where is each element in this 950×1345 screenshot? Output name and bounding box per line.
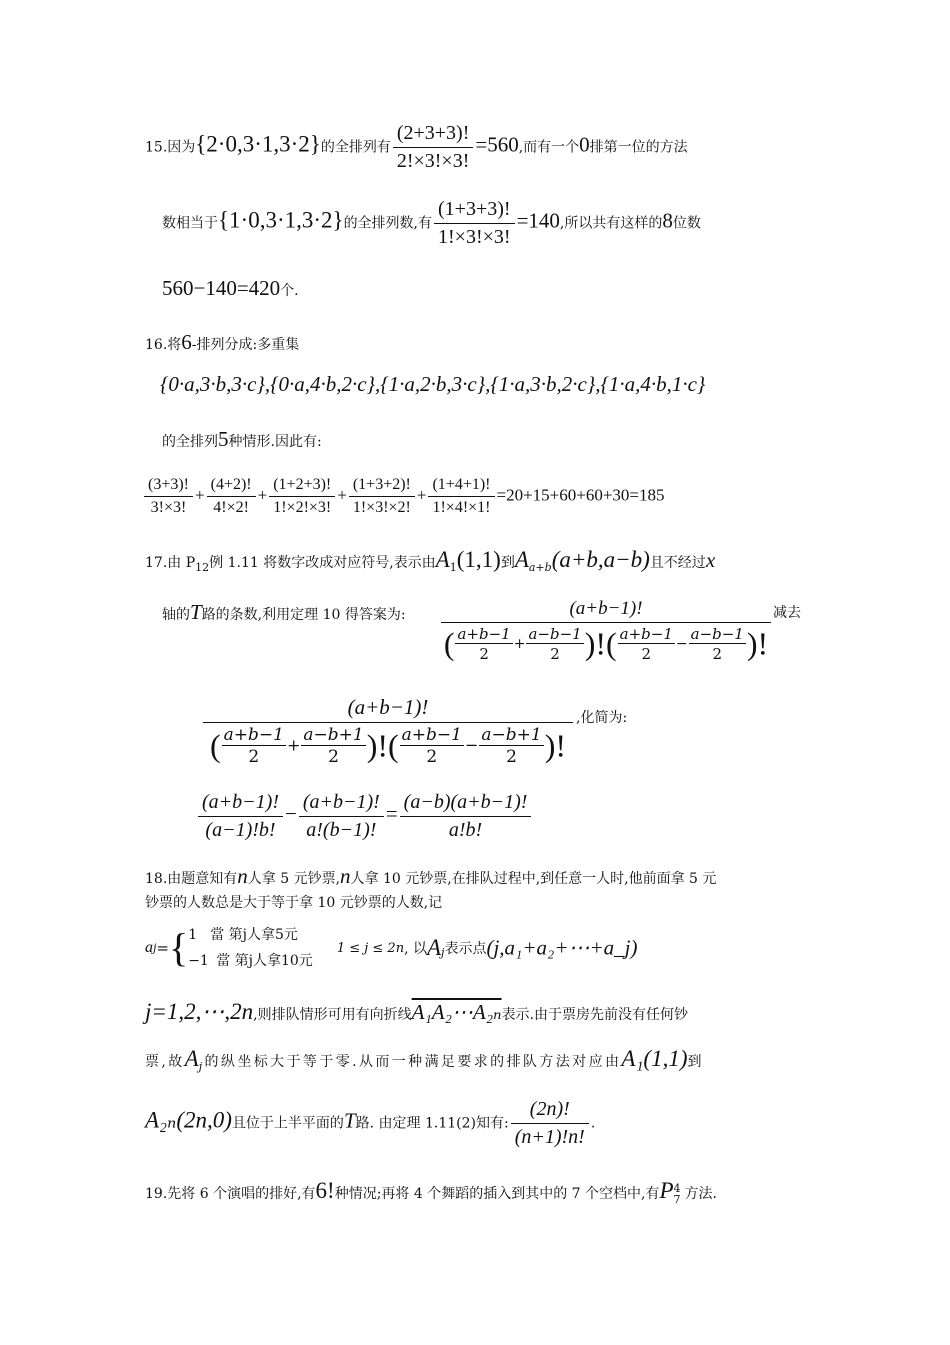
p18-text2: 人拿 10 元钞票,在排队过程中,到任意一人时,他前面拿 5 元: [350, 871, 717, 887]
p15-text4: 数相当于: [162, 215, 218, 232]
p17-text5: ,化简为:: [576, 710, 628, 726]
minus-sign: −: [284, 801, 297, 826]
fraction-denominator: 1!×3!×3!: [438, 226, 511, 248]
p17-text3: 轴的: [162, 607, 190, 623]
p18-text: 人拿 5 元钞票,: [247, 871, 341, 887]
plus-sign: +: [416, 485, 427, 505]
paren: )!: [746, 625, 769, 662]
case-text: 當 第j人拿5元: [210, 927, 298, 943]
p18-path: A₁A₂⋯A₂ₙ: [411, 1000, 502, 1024]
p18-label: 18.由题意知有: [145, 871, 238, 887]
fraction-denominator: 1!×3!×2!: [352, 499, 411, 516]
fraction-numerator: (4+2)!: [207, 476, 256, 497]
p17-A1: A: [435, 547, 450, 572]
p18-A2n-point: A₂ₙ(2n,0): [145, 1107, 232, 1133]
p16-sets: [160, 372, 705, 397]
p15-value2: =140: [516, 208, 560, 233]
plus-sign: +: [257, 485, 268, 505]
plus-sign: +: [195, 485, 205, 505]
p18-n2: n: [340, 864, 351, 888]
inner-den: 2: [426, 747, 438, 767]
plus-sign: +: [337, 485, 347, 505]
p15-text7: 位数: [672, 215, 701, 232]
inner-num: a+b−1: [457, 625, 511, 643]
p17-point1: (1,1): [456, 547, 501, 572]
inner-num: a−b−1: [528, 625, 582, 643]
p18-Aj-sub: j: [441, 945, 445, 959]
inner-frac: [222, 725, 286, 767]
p15-zero: 0: [579, 132, 590, 157]
p17-to: 到: [500, 555, 515, 571]
p18-line1: [145, 864, 716, 889]
p17-T: T: [190, 600, 202, 624]
case-value: 1: [188, 927, 198, 943]
p18-case-list: [188, 922, 313, 974]
paren: )!(: [584, 625, 617, 662]
p18-text3: 钞票的人数总是大于等于拿 10 元钞票的人数,记: [145, 895, 443, 911]
p19-sub: 7: [673, 1193, 681, 1206]
p18-T: T: [343, 1108, 356, 1133]
p17-s2: [299, 791, 384, 842]
inner-den: 2: [328, 747, 339, 767]
p17-bigfrac1: [441, 598, 771, 663]
p16-six: 6: [181, 330, 192, 354]
inner-num: a−b+1: [303, 725, 364, 745]
p17-A2: A: [514, 547, 529, 572]
p17-x: x: [705, 548, 716, 572]
p17-text4: 路的条数,利用定理 10 得答案为:: [201, 607, 406, 623]
fraction-denominator: 4!×2!: [213, 499, 249, 516]
p16-result: =20+15+60+60+30=185: [496, 485, 665, 505]
p18-line6: [145, 1098, 595, 1149]
fraction-denominator: 1!×4!×1!: [432, 499, 491, 516]
p17-label: 17.由 P: [145, 555, 196, 571]
p18-line5: [145, 1046, 704, 1073]
p15-label: 15.因为: [145, 139, 196, 156]
p15-fraction2: [434, 198, 515, 249]
p19-P: P: [659, 1178, 674, 1203]
p18-jrange: j=1,2,⋯,2n: [145, 999, 254, 1024]
inner-den: 2: [641, 645, 652, 663]
inner-frac: [479, 725, 543, 767]
fraction-numerator: (1+3+2)!: [349, 476, 415, 497]
fraction-denominator: 3!×3!: [150, 499, 187, 516]
fraction-numerator: (2n)!: [511, 1098, 589, 1124]
p18-Aj2-sub: j: [198, 1059, 205, 1073]
p17-line1: [145, 547, 715, 574]
p16-text: -排列分成:多重集: [191, 337, 300, 353]
p18-text5: 表示点: [444, 941, 487, 957]
case-value: −1: [188, 953, 209, 969]
fraction-numerator: (1+2+3)!: [269, 476, 335, 497]
p18-text6: ,则排队情形可用有向折线: [253, 1007, 412, 1023]
p19-sup: 4: [673, 1182, 681, 1195]
p18-range: 1 ≤ j ≤ 2n: [336, 940, 405, 956]
p16-line1: [145, 330, 299, 355]
p18-n: n: [237, 864, 248, 888]
fraction-denominator: a!b!: [448, 819, 483, 841]
fraction-denominator: 1!×2!×3!: [273, 499, 332, 516]
p18-text12: 路. 由定理 1.11(2)知有:: [355, 1115, 509, 1132]
p15-text6: ,所以共有这样的: [559, 215, 663, 232]
inner-den: 2: [506, 747, 517, 767]
p18-aj: a: [145, 939, 153, 956]
plus-sign: +: [513, 636, 526, 652]
inner-den: 2: [712, 645, 723, 663]
p15-set1: {2·0,3·1,3·2}: [195, 131, 321, 157]
p15-set2: {1·0,3·1,3·2}: [218, 207, 344, 233]
p15-line1: [145, 122, 688, 173]
p17-bigfrac2-num: (a+b−1)!: [203, 695, 573, 723]
p18-line4: [145, 999, 688, 1025]
fraction-numerator: (1+4+1)!: [428, 476, 494, 497]
plus-sign: +: [286, 735, 301, 755]
p17-page-sub: 12: [195, 560, 210, 574]
period: .: [590, 1115, 596, 1132]
p18-text7: 表示.由于票房先前没有任何钞: [501, 1007, 688, 1023]
brace-icon: {: [169, 925, 189, 970]
paren: (: [209, 727, 221, 764]
p19-scripts: [674, 1183, 681, 1205]
p15-text8: 个.: [280, 283, 299, 299]
p17-simplify-label: [576, 707, 627, 727]
p17-bigfrac1-num: (a+b−1)!: [441, 598, 771, 623]
p17-text2: 且不经过: [649, 555, 706, 571]
inner-frac: [301, 725, 365, 767]
p17-text: 例 1.11 将数字改成对应符号,表示由: [209, 555, 436, 571]
p15-eight: 8: [662, 208, 673, 233]
p15-result: 560−140=420: [162, 276, 281, 300]
p18-text10: 到: [687, 1054, 704, 1070]
p17-bigfrac2-den: [203, 723, 573, 767]
p15-value: =560: [475, 132, 519, 157]
p17-A2-sub: a+b: [528, 560, 552, 574]
p17-bigfrac2: [203, 695, 573, 767]
p18-text8: 票,故: [145, 1054, 185, 1070]
p16-label: 16.将: [145, 337, 182, 353]
p18-Aj: A: [426, 935, 442, 960]
p18-text4: , 以: [404, 941, 427, 957]
p16-frac-4: [349, 476, 415, 517]
minus-sign: −: [675, 636, 688, 652]
p16-multisets: {0·a,3·b,3·c},{0·a,4·b,2·c},{1·a,2·b,3·c},{1·a,3·b,2·c},{1·a,4·b,1·c}: [160, 372, 706, 396]
p17-subtract: 减去: [773, 605, 801, 621]
minus-sign: −: [464, 735, 479, 755]
paren: )!: [544, 727, 567, 764]
p16-text2: 的全排列: [162, 434, 218, 450]
inner-frac: [618, 625, 675, 663]
equals-sign: =: [156, 939, 169, 957]
inner-den: 2: [550, 645, 560, 663]
p17-line2: [162, 600, 406, 625]
p16-five: 5: [218, 427, 229, 451]
p18-aj-sub: j: [153, 941, 157, 955]
fraction-denominator: (n+1)!n!: [514, 1126, 585, 1148]
inner-frac: [689, 625, 746, 663]
equals-sign: =: [385, 801, 398, 826]
inner-frac: [526, 625, 583, 663]
p16-frac-5: [428, 476, 494, 517]
p19-line1: [145, 1178, 717, 1205]
p16-frac-1: [144, 476, 193, 517]
p18-point: (j,a₁+a₂+⋯+a_j): [486, 935, 638, 960]
p18-case1: [188, 922, 313, 948]
case-text: 當 第j人拿10元: [216, 953, 313, 969]
fraction-denominator: (a−1)!b!: [205, 819, 276, 841]
p19-label: 19.先将 6 个演唱的排好,有: [145, 1186, 316, 1202]
paren: )!(: [366, 727, 399, 764]
p15-text: 的全排列有: [320, 139, 391, 156]
inner-num: a+b−1: [223, 725, 284, 745]
fraction-numerator: (a+b−1)!: [299, 791, 384, 817]
inner-num: a−b−1: [690, 625, 744, 643]
p18-A1-point: A₁(1,1): [621, 1046, 688, 1071]
p18-text9: 的纵坐标大于等于零.从而一种满足要求的排队方法对应由: [204, 1054, 622, 1070]
fraction-numerator: (3+3)!: [144, 476, 193, 497]
fraction-denominator: a!(b−1)!: [306, 819, 377, 841]
paren: (: [443, 625, 455, 662]
inner-num: a+b−1: [619, 625, 673, 643]
p15-line2: [162, 198, 701, 249]
p16-frac-3: [269, 476, 335, 517]
p19-factorial: 6!: [315, 1178, 335, 1203]
p17-simplify: [196, 791, 533, 842]
p18-cases: [145, 922, 638, 974]
fraction-numerator: (a−b)(a+b−1)!: [400, 791, 532, 817]
fraction-numerator: (a+b−1)!: [198, 791, 283, 817]
p15-fraction1: [393, 122, 474, 173]
p18-text11: 且位于上半平面的: [231, 1115, 344, 1132]
inner-num: a−b+1: [481, 725, 542, 745]
p17-point2: (a+b,a−b): [551, 547, 650, 572]
p15-text5: 的全排列数,有: [343, 215, 433, 232]
p17-s3: [400, 791, 532, 842]
p16-line3: [162, 427, 322, 452]
inner-num: a+b−1: [401, 725, 462, 745]
p19-text2: 方法.: [684, 1186, 717, 1202]
p18-case2: [188, 948, 313, 974]
p17-A1-sub: 1: [449, 560, 457, 574]
p17-l2-c: [773, 602, 801, 622]
p18-line2: [145, 892, 442, 912]
p16-frac-2: [207, 476, 256, 517]
p17-bigfrac1-den: [441, 623, 771, 663]
inner-frac: [455, 625, 512, 663]
p19-text: 种情况;再将 4 个舞蹈的插入到其中的 7 个空档中,有: [334, 1186, 660, 1202]
fraction-numerator: (1+3+3)!: [434, 198, 515, 224]
p16-sum: [142, 476, 665, 517]
fraction-numerator: (2+3+3)!: [393, 122, 474, 148]
p17-s1: [198, 791, 283, 842]
p16-text3: 种情形.因此有:: [228, 434, 322, 450]
inner-frac: [400, 725, 464, 767]
p15-text3: 排第一位的方法: [589, 139, 688, 156]
p15-text2: ,而有一个: [518, 139, 580, 156]
p15-line3: [162, 276, 299, 301]
p18-Aj2: A: [184, 1046, 199, 1071]
fraction-denominator: 2!×3!×3!: [396, 150, 470, 172]
p18-fraction: [511, 1098, 589, 1149]
inner-den: 2: [248, 747, 260, 767]
inner-den: 2: [479, 645, 489, 663]
